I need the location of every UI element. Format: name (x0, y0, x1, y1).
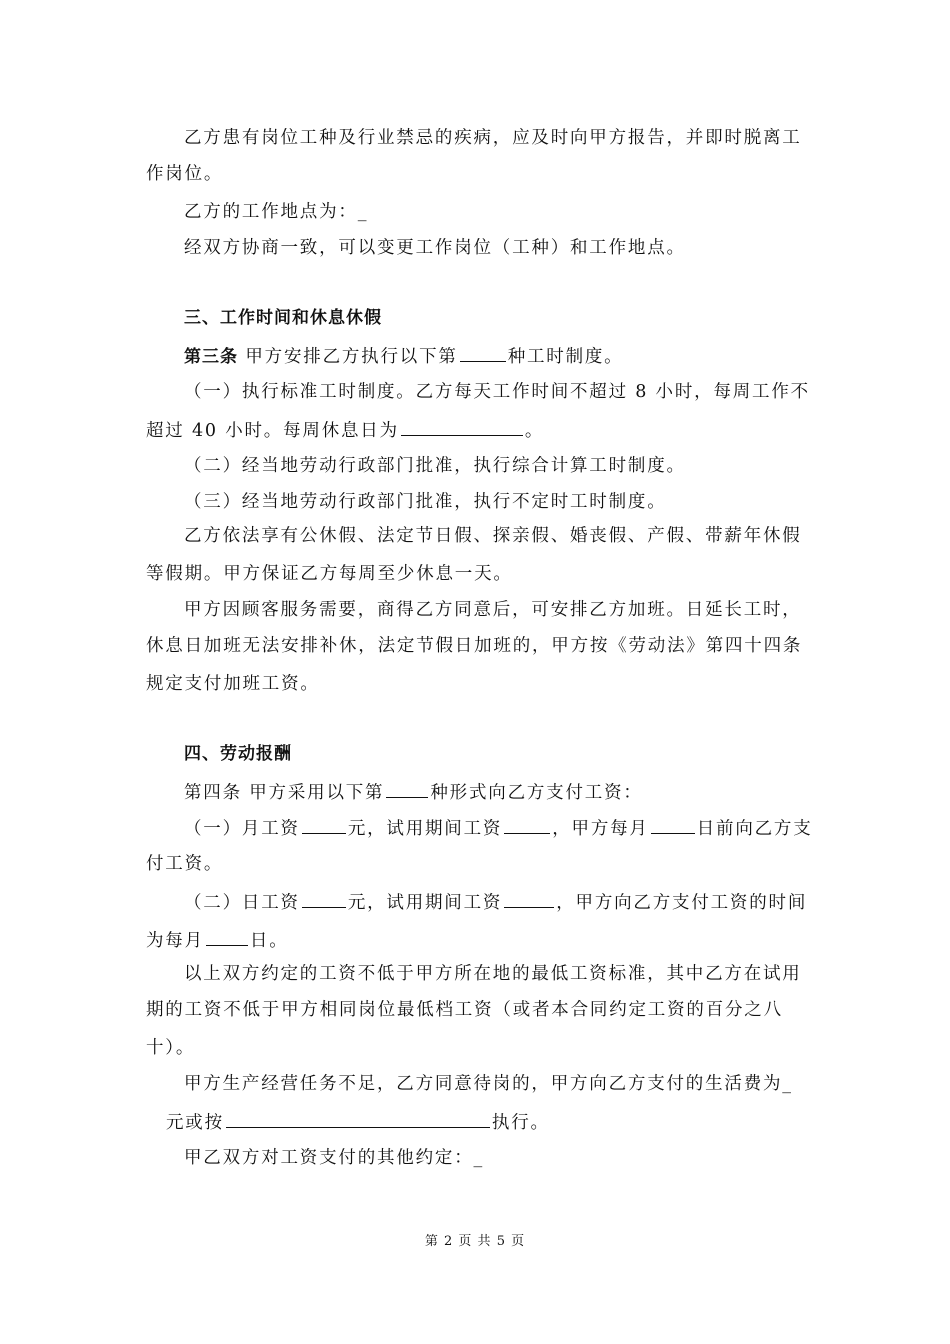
paragraph-line: 甲方生产经营任务不足，乙方同意待岗的，甲方向乙方支付的生活费为_ (184, 1074, 793, 1094)
paragraph-line: 经双方协商一致，可以变更工作岗位（工种）和工作地点。 (184, 238, 686, 258)
paragraph-line: （一）执行标准工时制度。乙方每天工作时间不超过 8 小时，每周工作不 (184, 382, 810, 402)
blank-field (302, 888, 346, 908)
paragraph-line: 乙方患有岗位工种及行业禁忌的疾病，应及时向甲方报告，并即时脱离工 (184, 128, 802, 148)
paragraph-line: （二）经当地劳动行政部门批准，执行综合计算工时制度。 (184, 456, 686, 476)
blank-field (504, 814, 550, 834)
blank-field (386, 778, 428, 798)
paragraph-line: 十）。 (146, 1038, 196, 1058)
blank-field (401, 416, 523, 436)
page-footer: 第 2 页 共 5 页 (424, 1234, 526, 1249)
paragraph-line: 乙方依法享有公休假、法定节日假、探亲假、婚丧假、产假、带薪年休假 (184, 526, 802, 546)
article-3-line: 第三条 甲方安排乙方执行以下第 种工时制度。 (0, 342, 950, 369)
paragraph-line: 超过 40 小时。每周休息日为 。 (0, 416, 950, 443)
paragraph-line: 为每月 日。 (0, 926, 950, 953)
blank-field (206, 926, 248, 946)
other-agreement-line: 甲乙双方对工资支付的其他约定：_ (184, 1148, 485, 1168)
blank-field (226, 1108, 490, 1128)
work-location-line: 乙方的工作地点为：_ (184, 202, 369, 222)
wage-option-2: （二）日工资 元，试用期间工资 ，甲方向乙方支付工资的时间 (0, 888, 950, 915)
paragraph-line: 元或按 执行。 (0, 1108, 950, 1135)
section-heading-3: 三、工作时间和休息休假 (184, 308, 382, 328)
paragraph-line: 休息日加班无法安排补休，法定节假日加班的，甲方按《劳动法》第四十四条 (146, 636, 803, 656)
paragraph-line: 以上双方约定的工资不低于甲方所在地的最低工资标准，其中乙方在试用 (184, 964, 802, 984)
paragraph-line: 规定支付加班工资。 (146, 674, 320, 694)
section-heading-4: 四、劳动报酬 (184, 744, 292, 764)
article-4-line: 第四条 甲方采用以下第 种形式向乙方支付工资： (0, 778, 950, 805)
blank-field (302, 814, 346, 834)
paragraph-line: 期的工资不低于甲方相同岗位最低档工资（或者本合同约定工资的百分之八 (146, 1000, 783, 1020)
blank-field (651, 814, 695, 834)
wage-option-1: （一）月工资 元，试用期间工资 ，甲方每月 日前向乙方支 (0, 814, 950, 841)
blank-field (504, 888, 554, 908)
paragraph-line: 作岗位。 (146, 164, 224, 184)
blank-field (460, 342, 506, 362)
paragraph-line: 等假期。甲方保证乙方每周至少休息一天。 (146, 564, 513, 584)
paragraph-line: 甲方因顾客服务需要，商得乙方同意后，可安排乙方加班。日延长工时， (184, 600, 802, 620)
paragraph-line: （三）经当地劳动行政部门批准，执行不定时工时制度。 (184, 492, 667, 512)
paragraph-line: 付工资。 (146, 854, 224, 874)
article-3-label: 第三条 (184, 347, 238, 367)
